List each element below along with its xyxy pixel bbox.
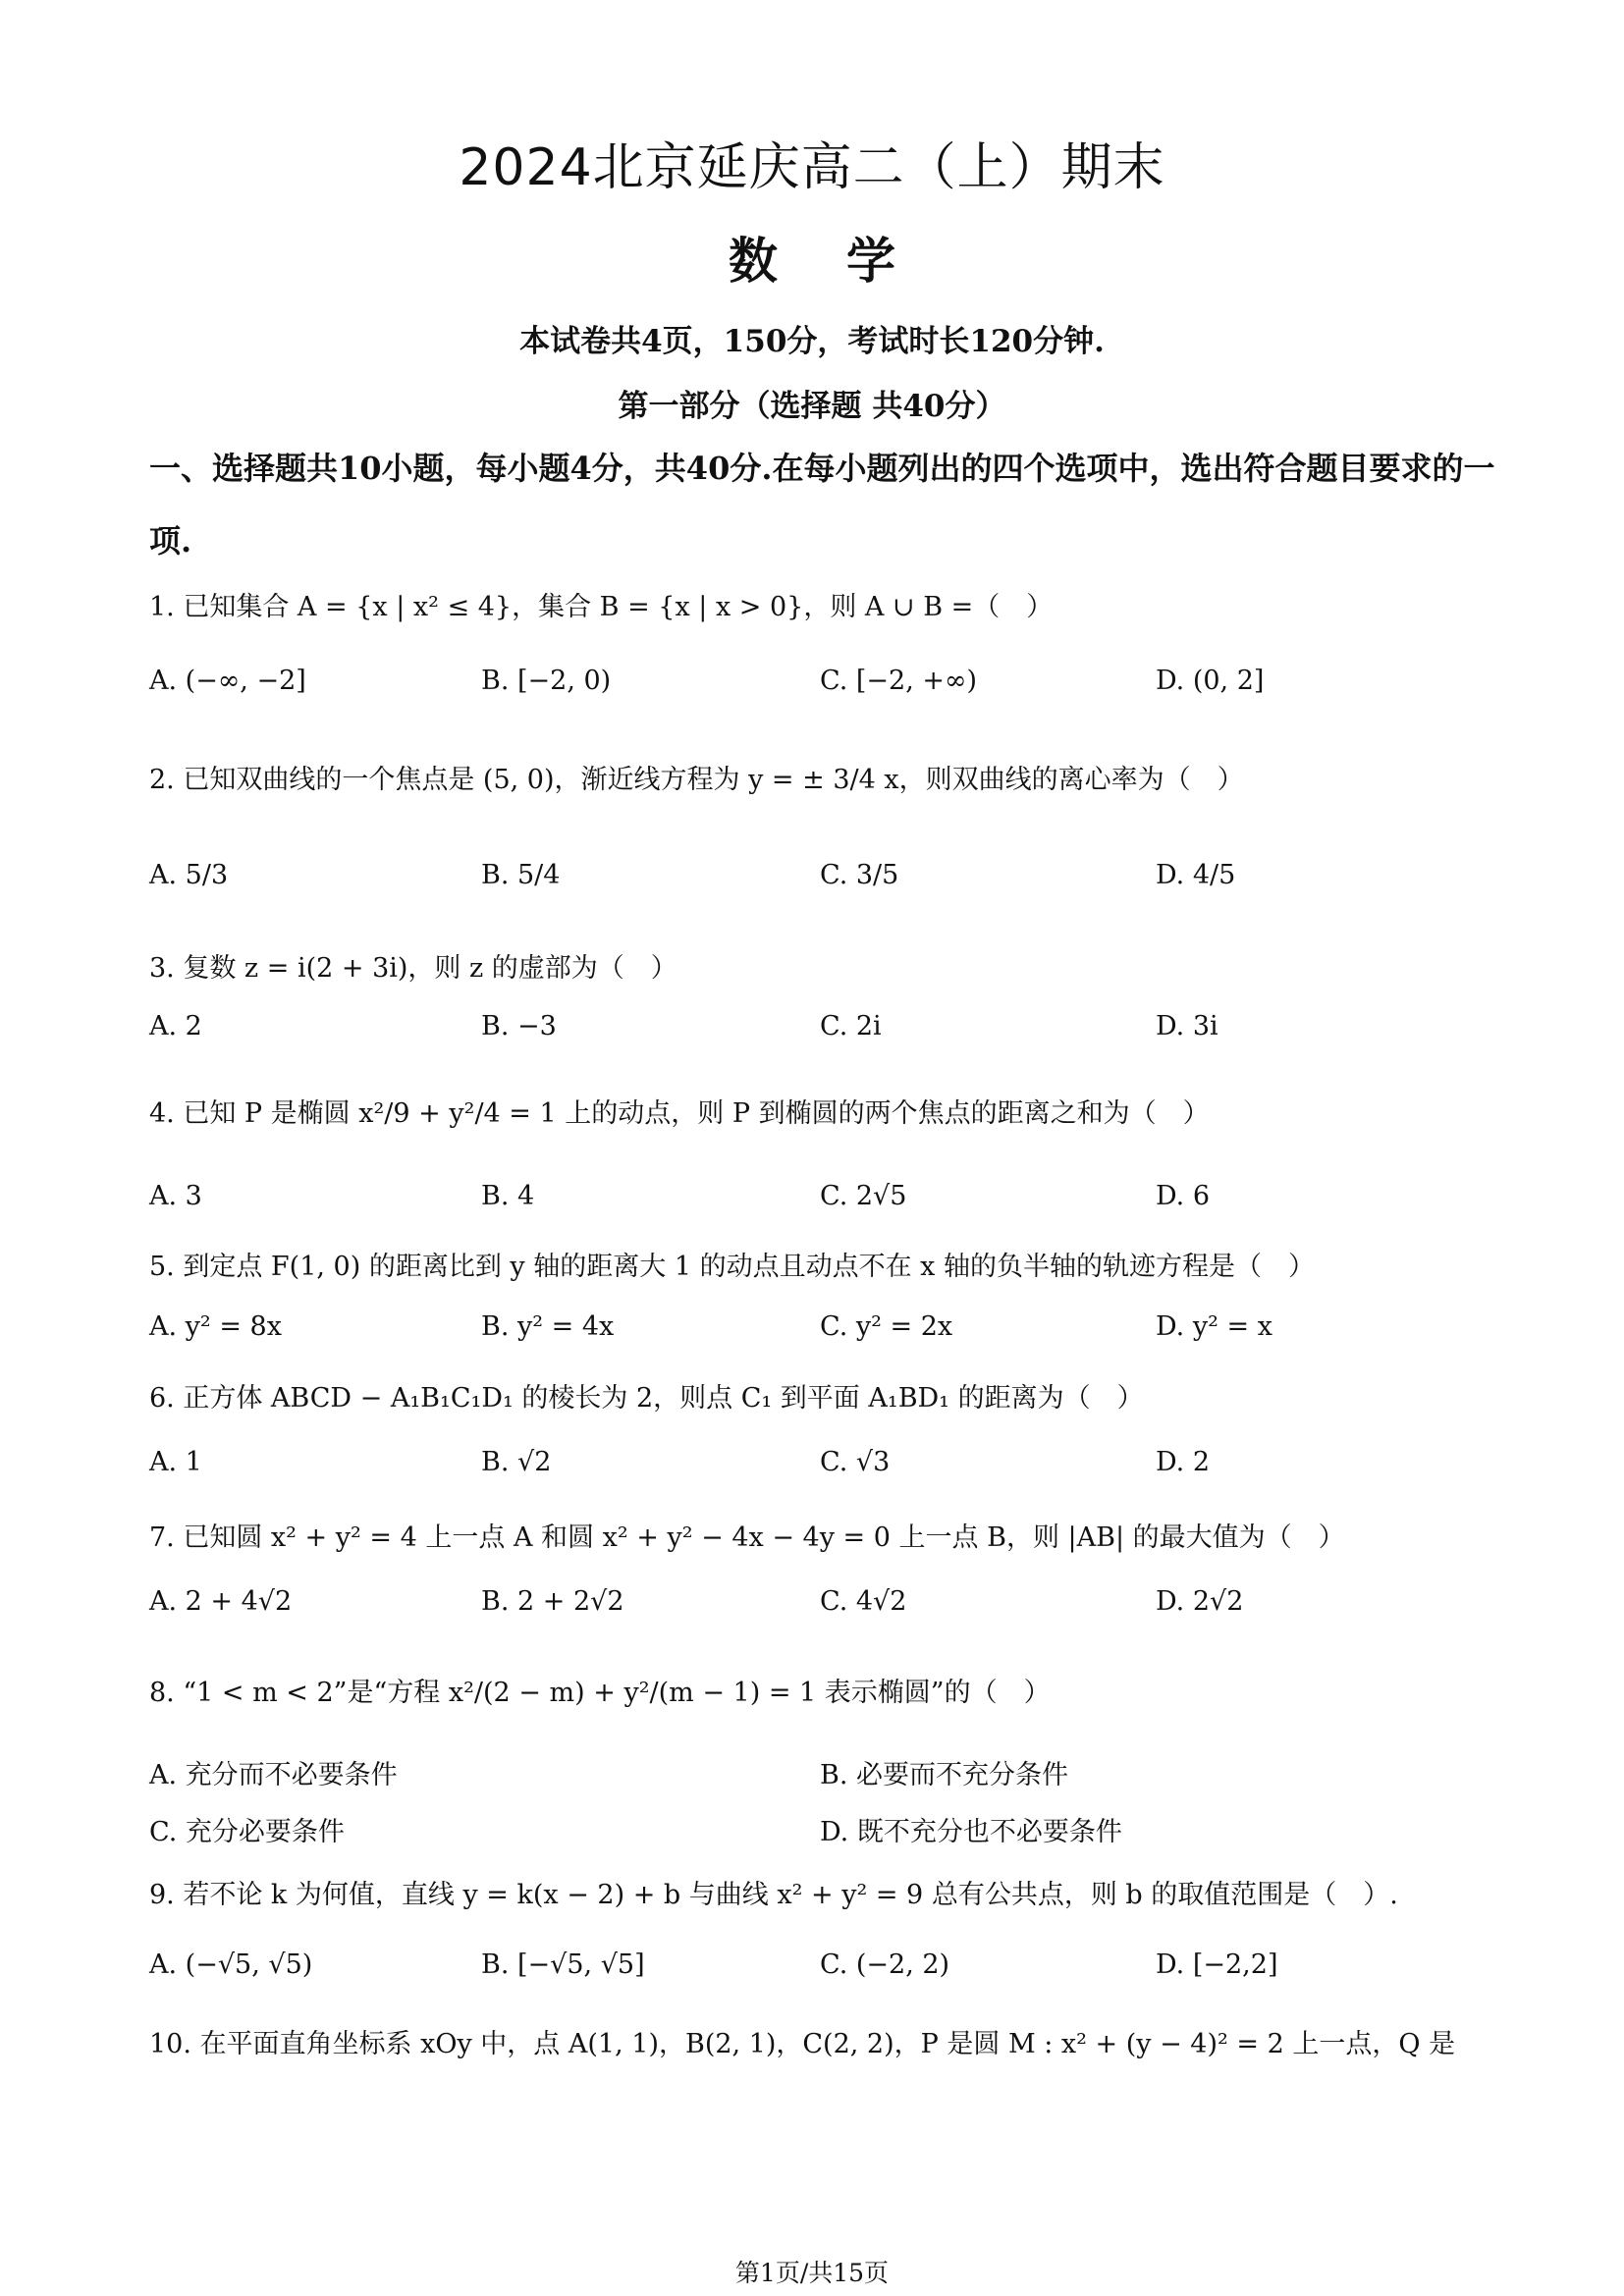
- q4-option-b: B. 4: [481, 1181, 535, 1211]
- part-heading: 第一部分（选择题 共40分）: [618, 389, 1006, 424]
- q9-option-b: B. [−√5, √5]: [481, 1949, 645, 1980]
- q5-option-b: B. y² = 4x: [481, 1311, 615, 1342]
- q2-option-d: D. 4/5: [1156, 860, 1236, 890]
- q9-option-c: C. (−2, 2): [820, 1949, 950, 1980]
- q8-option-c: C. 充分必要条件: [149, 1817, 345, 1847]
- q7-option-c: C. 4√2: [820, 1586, 907, 1617]
- exam-info: 本试卷共4页，150分，考试时长120分钟.: [519, 324, 1105, 359]
- q7-option-d: D. 2√2: [1156, 1586, 1244, 1617]
- question-9-stem: 9. 若不论 k 为何值，直线 y = k(x − 2) + b 与曲线 x² + y² = 9 总有公共点，则 b 的取值范围是（ ）.: [149, 1880, 1398, 1910]
- q3-option-a: A. 2: [149, 1011, 202, 1041]
- question-10-stem: 10. 在平面直角坐标系 xOy 中，点 A(1, 1)，B(2, 1)，C(2, 2)，P 是圆 M : x² + (y − 4)² = 2 上一点，Q 是: [149, 2029, 1456, 2059]
- q8-option-d: D. 既不充分也不必要条件: [820, 1817, 1122, 1847]
- question-2-stem: 2. 已知双曲线的一个焦点是 (5, 0)，渐近线方程为 y = ± 3/4 x，则双曲线的离心率为（ ）: [149, 765, 1244, 795]
- q2-option-b: B. 5/4: [481, 860, 561, 890]
- question-5-stem: 5. 到定点 F(1, 0) 的距离比到 y 轴的距离大 1 的动点且动点不在 x 轴的负半轴的轨迹方程是（ ）: [149, 1252, 1315, 1282]
- q6-option-c: C. √3: [820, 1447, 891, 1477]
- q8-option-a: A. 充分而不必要条件: [149, 1760, 398, 1790]
- q2-option-c: C. 3/5: [820, 860, 899, 890]
- q9-option-a: A. (−√5, √5): [149, 1949, 313, 1980]
- exam-title: 2024北京延庆高二（上）期末: [459, 138, 1165, 197]
- q8-option-b: B. 必要而不充分条件: [820, 1760, 1069, 1790]
- question-8-stem: 8. “1 < m < 2”是“方程 x²/(2 − m) + y²/(m − 1) = 1 表示椭圆”的（ ）: [149, 1678, 1051, 1708]
- page-footer: 第1页/共15页: [734, 2259, 890, 2287]
- question-4-stem: 4. 已知 P 是椭圆 x²/9 + y²/4 = 1 上的动点，则 P 到椭圆的两个焦点的距离之和为（ ）: [149, 1098, 1210, 1129]
- q2-option-a: A. 5/3: [149, 860, 229, 890]
- section-instruction: 一、选择题共10小题，每小题4分，共40分.在每小题列出的四个选项中，选出符合题目要求的一项.: [149, 450, 1495, 560]
- q6-option-a: A. 1: [149, 1447, 202, 1477]
- q7-option-b: B. 2 + 2√2: [481, 1586, 624, 1617]
- question-6-stem: 6. 正方体 ABCD − A₁B₁C₁D₁ 的棱长为 2，则点 C₁ 到平面 A₁BD₁ 的距离为（ ）: [149, 1383, 1144, 1414]
- q1-option-d: D. (0, 2]: [1156, 666, 1265, 696]
- q9-option-d: D. [−2,2]: [1156, 1949, 1278, 1980]
- q6-option-b: B. √2: [481, 1447, 552, 1477]
- q3-option-b: B. −3: [481, 1011, 557, 1041]
- q4-option-c: C. 2√5: [820, 1181, 907, 1211]
- q6-option-d: D. 2: [1156, 1447, 1211, 1477]
- q1-option-a: A. (−∞, −2]: [149, 666, 306, 696]
- question-3-stem: 3. 复数 z = i(2 + 3i)，则 z 的虚部为（ ）: [149, 953, 677, 984]
- q3-option-d: D. 3i: [1156, 1011, 1218, 1041]
- q7-option-a: A. 2 + 4√2: [149, 1586, 293, 1617]
- q4-option-d: D. 6: [1156, 1181, 1211, 1211]
- subject-title: 数学: [729, 233, 964, 290]
- q5-option-a: A. y² = 8x: [149, 1311, 282, 1342]
- q5-option-c: C. y² = 2x: [820, 1311, 953, 1342]
- q1-option-c: C. [−2, +∞): [820, 666, 978, 696]
- q4-option-a: A. 3: [149, 1181, 202, 1211]
- q1-option-b: B. [−2, 0): [481, 666, 612, 696]
- question-7-stem: 7. 已知圆 x² + y² = 4 上一点 A 和圆 x² + y² − 4x − 4y = 0 上一点 B，则 |AB| 的最大值为（ ）: [149, 1522, 1345, 1553]
- q5-option-d: D. y² = x: [1156, 1311, 1272, 1342]
- question-1-stem: 1. 已知集合 A = {x | x² ≤ 4}，集合 B = {x | x > 0}，则 A ∪ B =（ ）: [149, 592, 1054, 622]
- q3-option-c: C. 2i: [820, 1011, 882, 1041]
